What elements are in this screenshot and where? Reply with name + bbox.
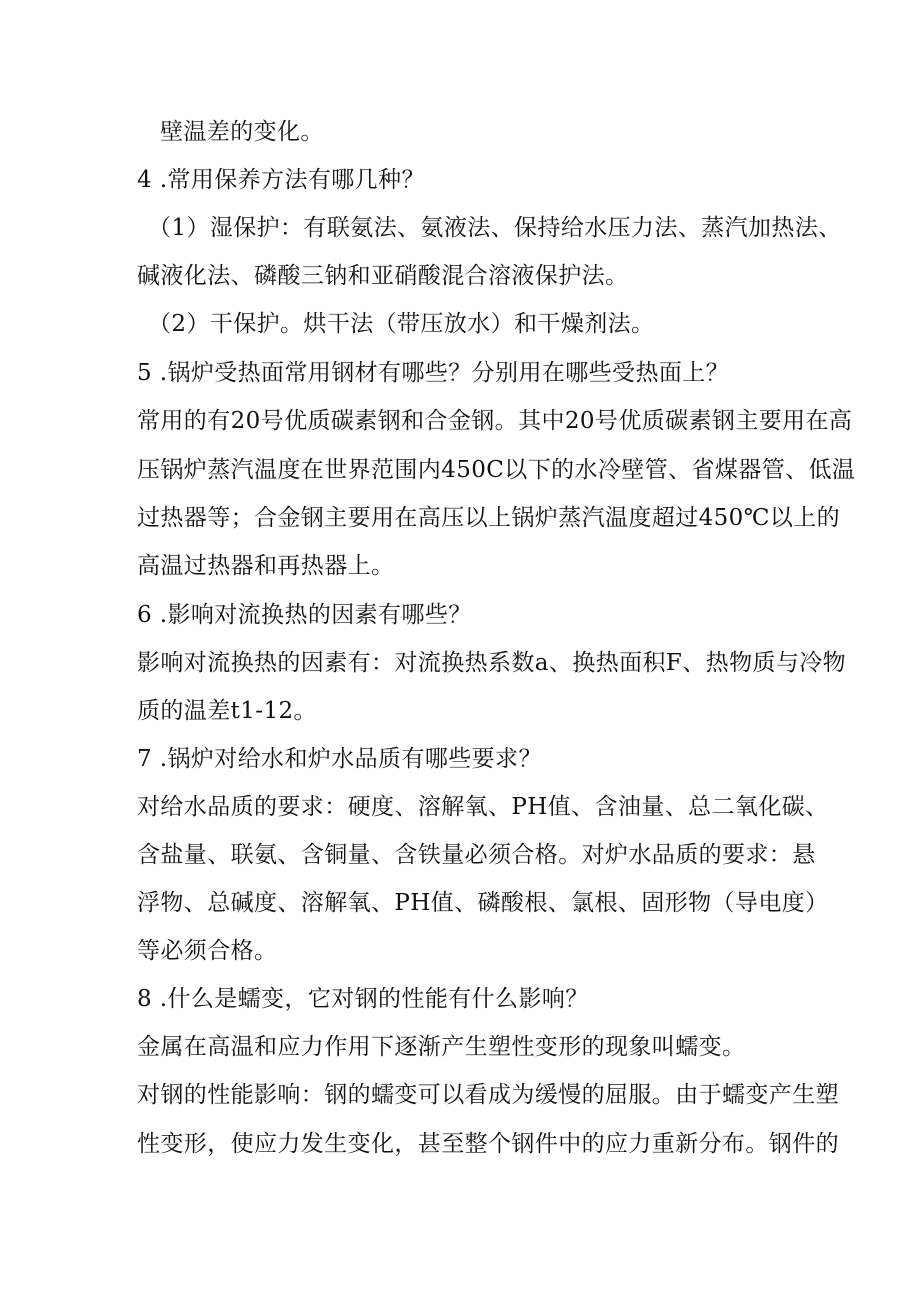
text-line: （1）湿保护：有联氨法、氨液法、保持给水压力法、蒸汽加热法、 [148, 215, 842, 241]
text-line: 金属在高温和应力作用下逐渐产生塑性变形的现象叫蠕变。 [137, 1034, 746, 1060]
question-heading: 4 .常用保养方法有哪几种？ [137, 167, 425, 193]
question-heading: 6 .影响对流换热的因素有哪些？ [137, 602, 472, 628]
question-heading: 5 .锅炉受热面常用钢材有哪些？分别用在哪些受热面上？ [137, 360, 730, 386]
text-line: 影响对流换热的因素有：对流换热系数a、换热面积F、热物质与冷物 [137, 650, 847, 676]
text-line: 浮物、总碱度、溶解氧、PH值、磷酸根、氯根、固形物（导电度） [137, 890, 829, 916]
text-line: 性变形，使应力发生变化，甚至整个钢件中的应力重新分布。钢件的 [137, 1131, 839, 1157]
text-line: 含盐量、联氨、含铜量、含铁量必须合格。对炉水品质的要求：悬 [137, 842, 816, 868]
text-line: 常用的有20号优质碳素钢和合金钢。其中20号优质碳素钢主要用在高 [137, 408, 853, 434]
text-line: 碱液化法、磷酸三钠和亚硝酸混合溶液保护法。 [137, 263, 629, 289]
text-line: 过热器等；合金钢主要用在高压以上锅炉蒸汽温度超过450℃以上的 [137, 505, 841, 531]
text-line: 质的温差t1-12。 [137, 698, 317, 724]
text-line: （2）干保护。烘干法（带压放水）和干燥剂法。 [148, 311, 655, 337]
question-heading: 7 .锅炉对给水和炉水品质有哪些要求？ [137, 746, 542, 772]
text-line: 等必须合格。 [137, 938, 278, 964]
text-line: 压锅炉蒸汽温度在世界范围内450C以下的水冷壁管、省煤器管、低温 [137, 457, 856, 483]
text-line: 壁温差的变化。 [160, 119, 324, 145]
text-line: 对给水品质的要求：硬度、溶解氧、PH值、含油量、总二氧化碳、 [137, 794, 829, 820]
text-line: 对钢的性能影响：钢的蠕变可以看成为缓慢的屈服。由于蠕变产生塑 [137, 1082, 839, 1108]
text-line: 高温过热器和再热器上。 [137, 553, 395, 579]
question-heading: 8 .什么是蠕变，它对钢的性能有什么影响？ [137, 986, 589, 1012]
